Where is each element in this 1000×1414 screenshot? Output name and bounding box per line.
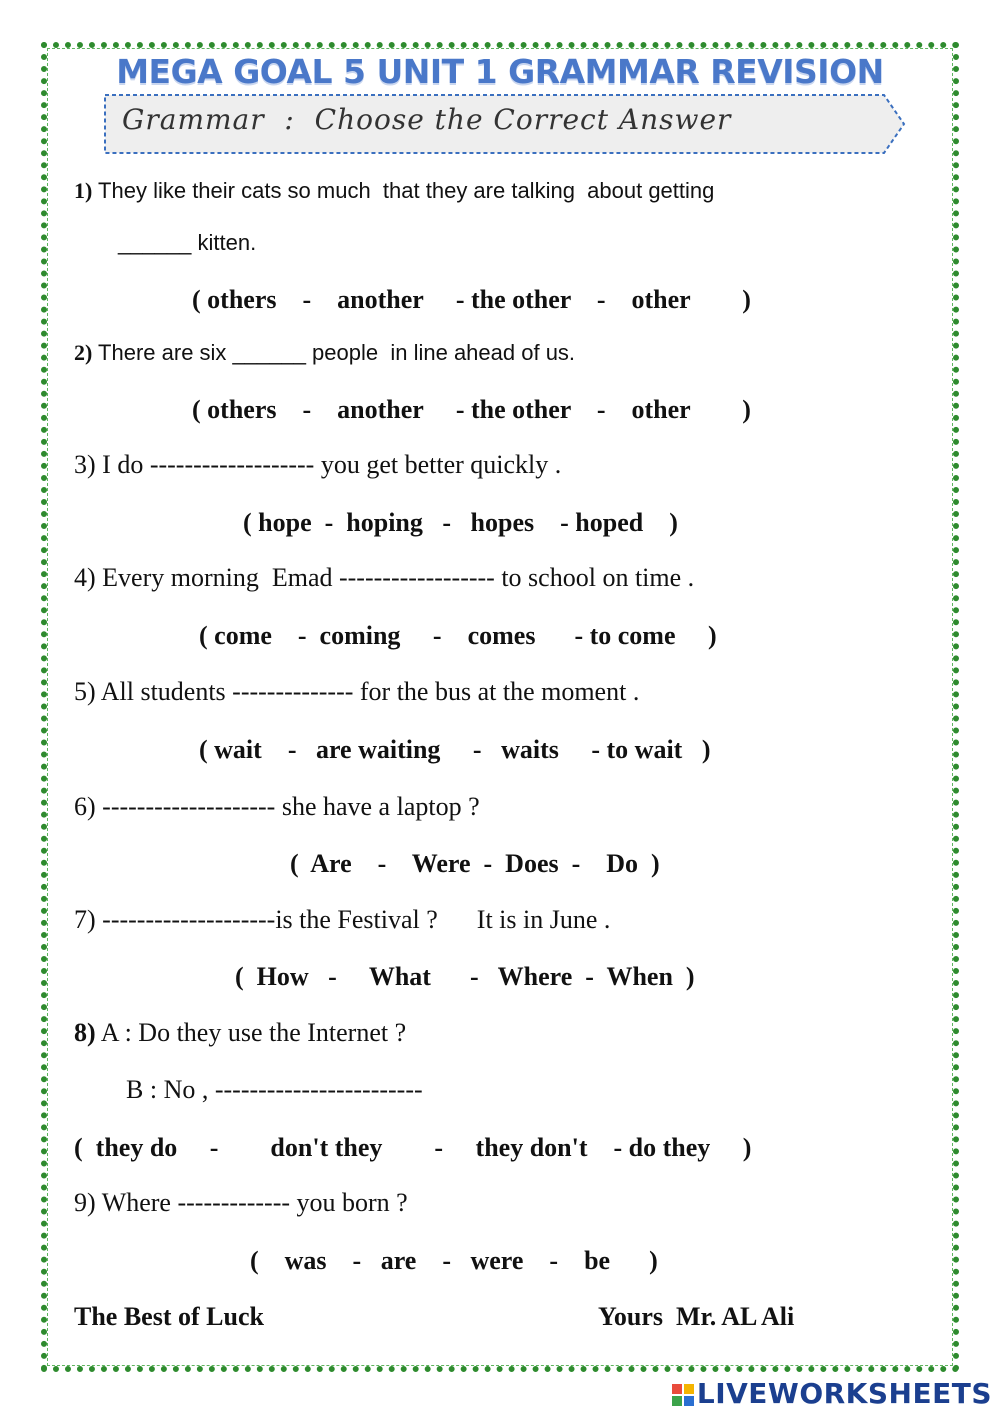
question-number: 2) [74, 340, 93, 365]
question-2-options: ( others - another - the other - other ) [192, 395, 751, 424]
question-6-options: ( Are - Were - Does - Do ) [290, 849, 660, 878]
question-7-options: ( How - What - Where - When ) [235, 962, 695, 991]
instruction-banner [104, 93, 906, 155]
question-number: 8) [74, 1018, 96, 1047]
liveworksheets-watermark [671, 1377, 992, 1410]
page-title: MEGA GOAL 5 UNIT 1 GRAMMAR REVISION [116, 52, 884, 91]
question-text: They like their cats so much that they are talking about getting [92, 178, 715, 203]
question-8-answer: B : No , ------------------------ [126, 1075, 423, 1104]
question-5: 5) All students -------------- for the bus at the moment . [74, 677, 640, 706]
question-8-options: ( they do - don't they - they don't - do they ) [74, 1133, 752, 1162]
question-4: 4) Every morning Emad ------------------ to school on time . [74, 563, 695, 592]
question-6: 6) -------------------- she have a laptop ? [74, 792, 480, 821]
question-5-options: ( wait - are waiting - waits - to wait ) [199, 735, 711, 764]
question-4-options: ( come - coming - comes - to come ) [199, 621, 717, 650]
question-7: 7) --------------------is the Festival ? It is in June . [74, 905, 611, 934]
question-1 [74, 178, 714, 204]
question-9-options: ( was - are - were - be ) [250, 1246, 658, 1275]
question-text: A : Do they use the Internet ? [95, 1018, 407, 1047]
teacher-signature: Yours Mr. AL Ali [598, 1302, 795, 1331]
liveworksheets-logo-icon [671, 1383, 695, 1407]
question-9: 9) Where ------------- you born ? [74, 1188, 408, 1217]
question-2 [74, 340, 575, 366]
question-1-continuation: ______ kitten. [118, 230, 257, 255]
question-number: 1) [74, 178, 93, 203]
question-text: There are six ______ people in line ahead of us. [92, 340, 576, 365]
instruction-text: Grammar : Choose the Correct Answer [122, 103, 732, 136]
question-3-options: ( hope - hoping - hopes - hoped ) [243, 508, 678, 537]
question-8 [74, 1018, 406, 1048]
closing-wish: The Best of Luck [74, 1302, 264, 1331]
watermark-text: LIVEWORKSHEETS [696, 1377, 992, 1410]
question-3: 3) I do ------------------- you get better quickly . [74, 450, 562, 479]
question-1-options: ( others - another - the other - other ) [192, 285, 751, 314]
